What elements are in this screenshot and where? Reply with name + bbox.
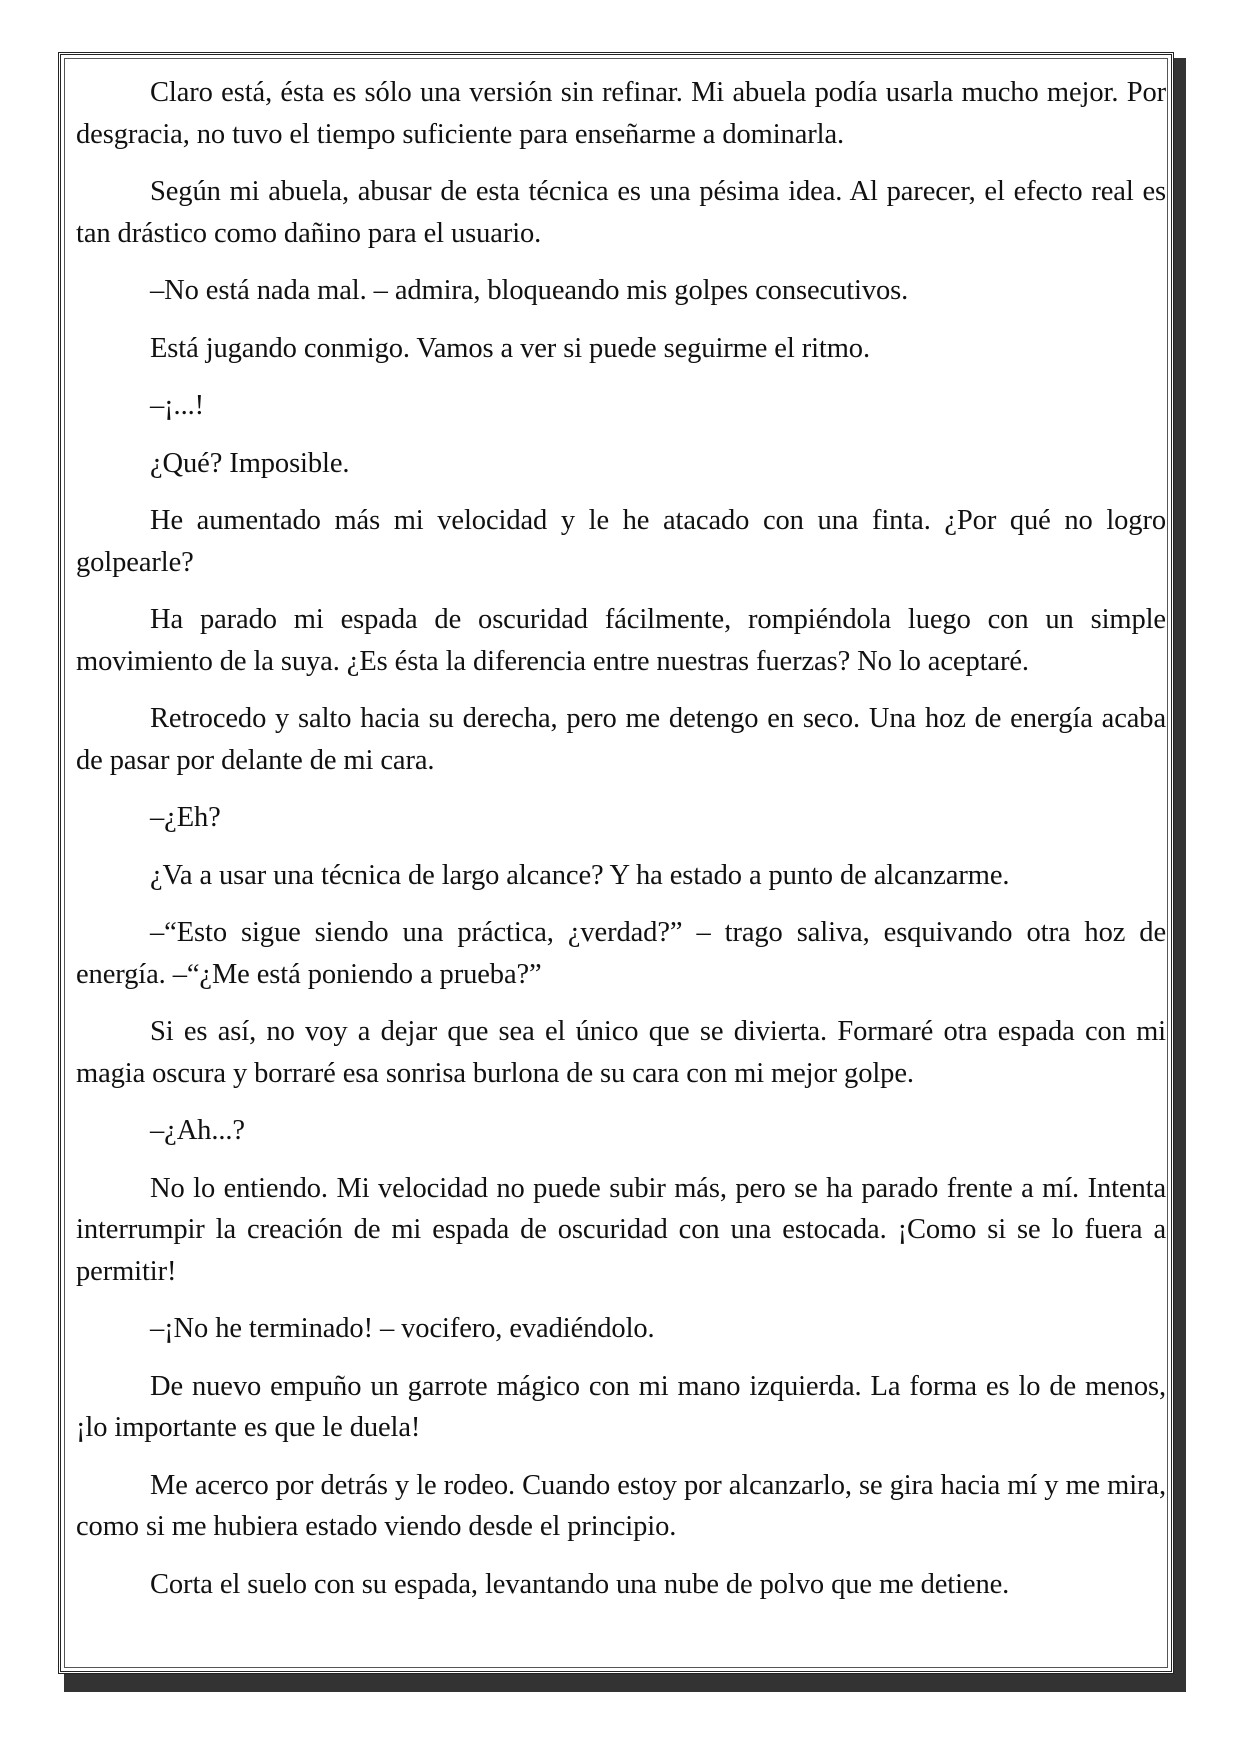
paragraph: –¿Ah...? — [150, 1115, 245, 1146]
paragraph: Me acerco por detrás y le rodeo. Cuando estoy por alcanzarlo, se gira hacia mí y me mira, como si me hubiera estado viendo desde el principio. — [76, 1469, 1166, 1542]
paragraph: Claro está, ésta es sólo una versión sin refinar. Mi abuela podía usarla mucho mejor. Por desgracia, no tuvo el tiempo suficiente para enseñarme a dominarla. — [76, 77, 1166, 150]
document-body — [76, 72, 1166, 1621]
paragraph: –No está nada mal. – admira, bloqueando mis golpes consecutivos. — [150, 275, 909, 306]
paragraph: ¿Va a usar una técnica de largo alcance? Y ha estado a punto de alcanzarme. — [150, 859, 1010, 891]
paragraph: Corta el suelo con su espada, levantando una nube de polvo que me detiene. — [150, 1568, 1010, 1600]
paragraph: –¿Eh? — [150, 802, 221, 833]
paragraph: –¡...! — [150, 390, 205, 421]
paragraph: Si es así, no voy a dejar que sea el único que se divierta. Formaré otra espada con mi magia oscura y borraré esa sonrisa burlona de su cara con mi mejor golpe. — [76, 1016, 1166, 1089]
paragraph: Según mi abuela, abusar de esta técnica es una pésima idea. Al parecer, el efecto real es tan drástico como dañino para el usuario. — [76, 176, 1166, 249]
paragraph: ¿Qué? Imposible. — [150, 447, 350, 479]
paragraph: De nuevo empuño un garrote mágico con mi mano izquierda. La forma es lo de menos, ¡lo importante es que le duela! — [76, 1370, 1166, 1443]
paragraph: Está jugando conmigo. Vamos a ver si puede seguirme el ritmo. — [150, 332, 870, 364]
paragraph: Ha parado mi espada de oscuridad fácilmente, rompiéndola luego con un simple movimiento de la suya. ¿Es ésta la diferencia entre nuestras fuerzas? No lo aceptaré. — [76, 604, 1166, 677]
paragraph: –“Esto sigue siendo una práctica, ¿verdad?” – trago saliva, esquivando otra hoz de energía. –“¿Me está poniendo a prueba?” — [76, 917, 1166, 990]
paragraph: Retrocedo y salto hacia su derecha, pero me detengo en seco. Una hoz de energía acaba de pasar por delante de mi cara. — [76, 703, 1166, 776]
paragraph: No lo entiendo. Mi velocidad no puede subir más, pero se ha parado frente a mí. Intenta interrumpir la creación de mi espada de oscuridad con una estocada. ¡Como si se lo fuera a permitir! — [76, 1172, 1166, 1287]
paragraph: He aumentado más mi velocidad y le he atacado con una finta. ¿Por qué no logro golpearle? — [76, 505, 1166, 578]
paragraph: –¡No he terminado! – vocifero, evadiéndolo. — [150, 1313, 655, 1344]
